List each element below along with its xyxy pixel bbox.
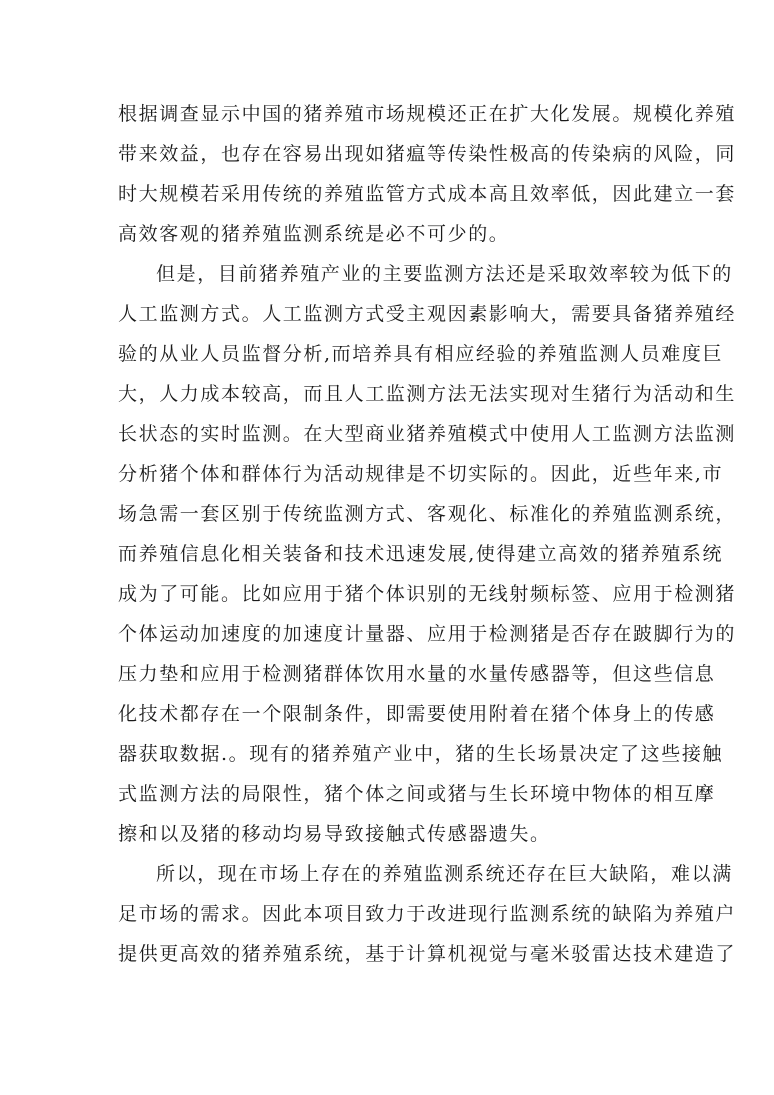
paragraph-2-line-15: 擦和以及猪的移动均易导致接触式传感器遗失。 xyxy=(118,823,551,845)
paragraph-2-line-11: 压力垫和应用于检测猪群体饮用水量的水量传感器等，但这些信息 xyxy=(118,663,716,685)
paragraph-2-line-5: 长状态的实时监测。在大型商业猪养殖模式中使用人工监测方法监测 xyxy=(118,423,737,445)
paragraph-3-line-1: 所以，现在市场上存在的养殖监测系统还存在巨大缺陷，难以满 xyxy=(156,863,733,885)
paragraph-1-line-2: 带来效益，也存在容易出现如猪瘟等传染性极高的传染病的风险，同 xyxy=(118,143,737,165)
paragraph-1-line-4: 高效客观的猪养殖监测系统是必不可少的。 xyxy=(118,223,510,245)
paragraph-2-line-13: 器获取数据.。现有的猪养殖产业中，猪的生长场景决定了这些接触 xyxy=(118,743,724,765)
paragraph-2-line-4: 大，人力成本较高，而且人工监测方法无法实现对生猪行为活动和生 xyxy=(118,383,737,405)
paragraph-2-line-14: 式监测方法的局限性，猪个体之间或猪与生长环境中物体的相互摩 xyxy=(118,783,716,805)
paragraph-1-line-1: 根据调查显示中国的猪养殖市场规模还正在扩大化发展。规模化养殖 xyxy=(118,103,737,125)
paragraph-2-line-2: 人工监测方式。人工监测方式受主观因素影响大，需要具备猪养殖经 xyxy=(118,303,737,325)
paragraph-2-line-7: 场急需一套区别于传统监测方式、客观化、标准化的养殖监测系统， xyxy=(118,503,737,525)
paragraph-1-line-3: 时大规模若采用传统的养殖监管方式成本高且效率低，因此建立一套 xyxy=(118,183,737,205)
paragraph-2-line-9: 成为了可能。比如应用于猪个体识别的无线射频标签、应用于检测猪 xyxy=(118,583,737,605)
paragraph-2-line-8: 而养殖信息化相关装备和技术迅速发展,使得建立高效的猪养殖系统 xyxy=(118,543,724,565)
paragraph-2-line-3: 验的从业人员监督分析,而培养具有相应经验的养殖监测人员难度巨 xyxy=(118,343,724,365)
paragraph-2-line-10: 个体运动加速度的加速度计量器、应用于检测猪是否存在跛脚行为的 xyxy=(118,623,737,645)
paragraph-2-line-1: 但是，目前猪养殖产业的主要监测方法还是采取效率较为低下的 xyxy=(156,263,733,285)
body-text xyxy=(118,94,737,974)
paragraph-2-line-6: 分析猪个体和群体行为活动规律是不切实际的。因此，近些年来,市 xyxy=(118,463,724,485)
paragraph-3-line-2: 足市场的需求。因此本项目致力于改进现行监测系统的缺陷为养殖户 xyxy=(118,903,737,925)
paragraph-3-line-3: 提供更高效的猪养殖系统，基于计算机视觉与毫米驳雷达技术建造了 xyxy=(118,943,737,965)
paragraph-2-line-12: 化技术都存在一个限制条件，即需要使用附着在猪个体身上的传感 xyxy=(118,703,716,725)
